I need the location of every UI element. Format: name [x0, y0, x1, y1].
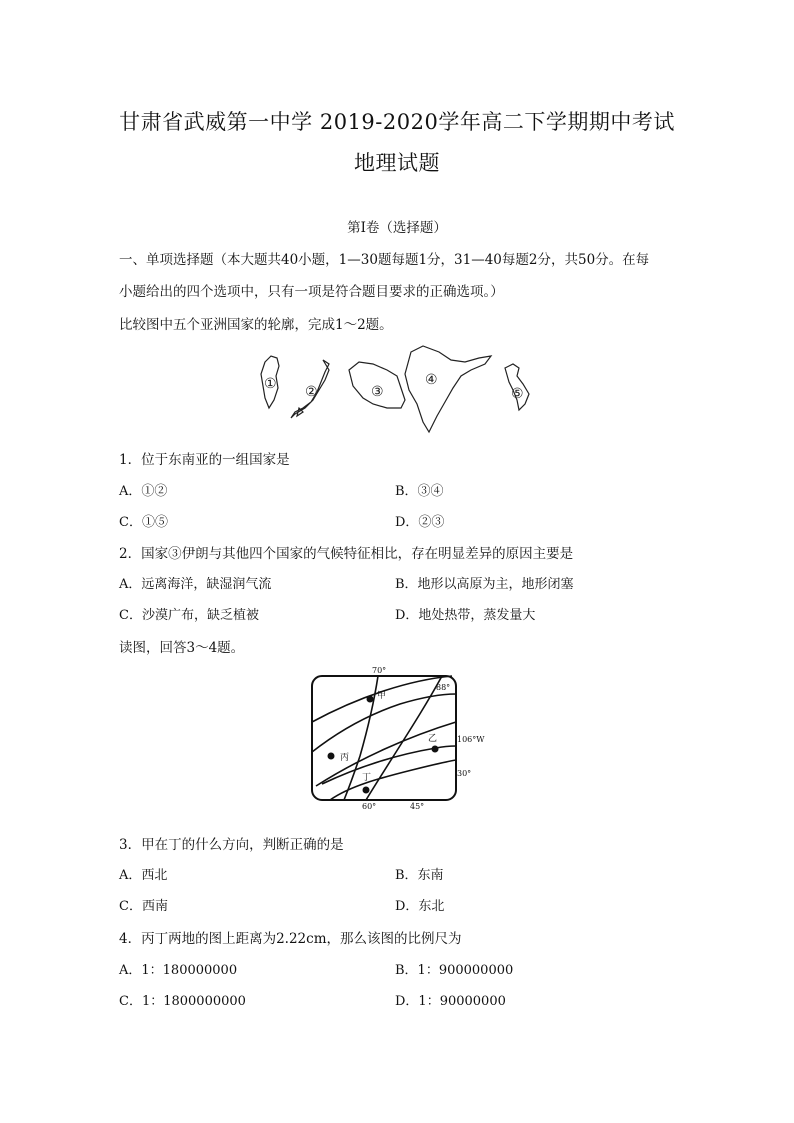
country-outlines-figure	[255, 342, 545, 438]
q3-option-a[interactable]: A．西北	[119, 868, 168, 883]
q1-option-b[interactable]: B．③④	[395, 484, 444, 499]
instruction-line-1: 一、单项选择题（本大题共40小题，1—30题每题1分，31—40每题2分，共50分。在每	[119, 252, 650, 268]
instruction-line-2: 小题给出的四个选项中，只有一项是符合题目要求的正确选项。）	[119, 284, 504, 300]
q3-option-b[interactable]: B．东南	[395, 868, 444, 883]
section-title: 第Ⅰ卷（选择题）	[347, 220, 447, 236]
exam-title: 甘肃省武威第一中学 2019-2020学年高二下学期期中考试	[119, 110, 675, 134]
label-45: 45°	[410, 802, 425, 811]
q2-option-a[interactable]: A．远离海洋，缺湿润气流	[119, 577, 272, 592]
q2-stem: 2．国家③伊朗与其他四个国家的气候特征相比，存在明显差异的原因主要是	[119, 546, 574, 562]
label-88: 88°	[436, 683, 451, 692]
country-label-4: ④	[425, 372, 438, 388]
point-jia	[367, 696, 374, 703]
label-yi: 乙	[428, 734, 438, 744]
country-label-1: ①	[264, 376, 277, 392]
subject-title: 地理试题	[354, 151, 440, 175]
q1-stem: 1．位于东南亚的一组国家是	[119, 452, 290, 468]
q3-stem: 3．甲在丁的什么方向，判断正确的是	[119, 837, 344, 853]
label-70: 70°	[372, 666, 387, 675]
intro-q1-2: 比较图中五个亚洲国家的轮廓，完成1～2题。	[119, 317, 393, 333]
point-ding	[363, 787, 370, 794]
q2-option-c[interactable]: C．沙漠广布，缺乏植被	[119, 608, 259, 623]
label-bing: 丙	[340, 753, 350, 763]
label-jia: 甲	[377, 691, 387, 701]
outline-country-4	[405, 346, 491, 432]
label-ding: 丁	[362, 773, 372, 783]
point-bing	[328, 753, 335, 760]
label-106w: 106°W	[457, 735, 485, 744]
label-30: 30°	[457, 769, 472, 778]
q1-option-c[interactable]: C．①⑤	[119, 515, 168, 530]
q2-option-b[interactable]: B．地形以高原为主，地形闭塞	[395, 577, 574, 592]
country-label-2: ②	[305, 384, 318, 400]
q3-option-d[interactable]: D．东北	[395, 899, 445, 914]
country-label-5: ⑤	[511, 386, 524, 402]
q3-option-c[interactable]: C．西南	[119, 899, 168, 914]
q2-option-d[interactable]: D．地处热带，蒸发量大	[395, 608, 536, 623]
q1-option-d[interactable]: D．②③	[395, 515, 445, 530]
q4-option-b[interactable]: B．1：900000000	[395, 963, 514, 978]
q4-option-a[interactable]: A．1：180000000	[119, 963, 238, 978]
graticule-map-figure	[300, 666, 490, 812]
country-label-3: ③	[371, 384, 384, 400]
q4-option-d[interactable]: D．1：90000000	[395, 994, 506, 1009]
intro-q3-4: 读图，回答3～4题。	[119, 640, 245, 656]
q1-option-a[interactable]: A．①②	[119, 484, 168, 499]
q4-stem: 4．丙丁两地的图上距离为2.22cm，那么该图的比例尺为	[119, 931, 462, 947]
q4-option-c[interactable]: C．1：1800000000	[119, 994, 246, 1009]
point-yi	[432, 746, 439, 753]
label-60: 60°	[362, 802, 377, 811]
